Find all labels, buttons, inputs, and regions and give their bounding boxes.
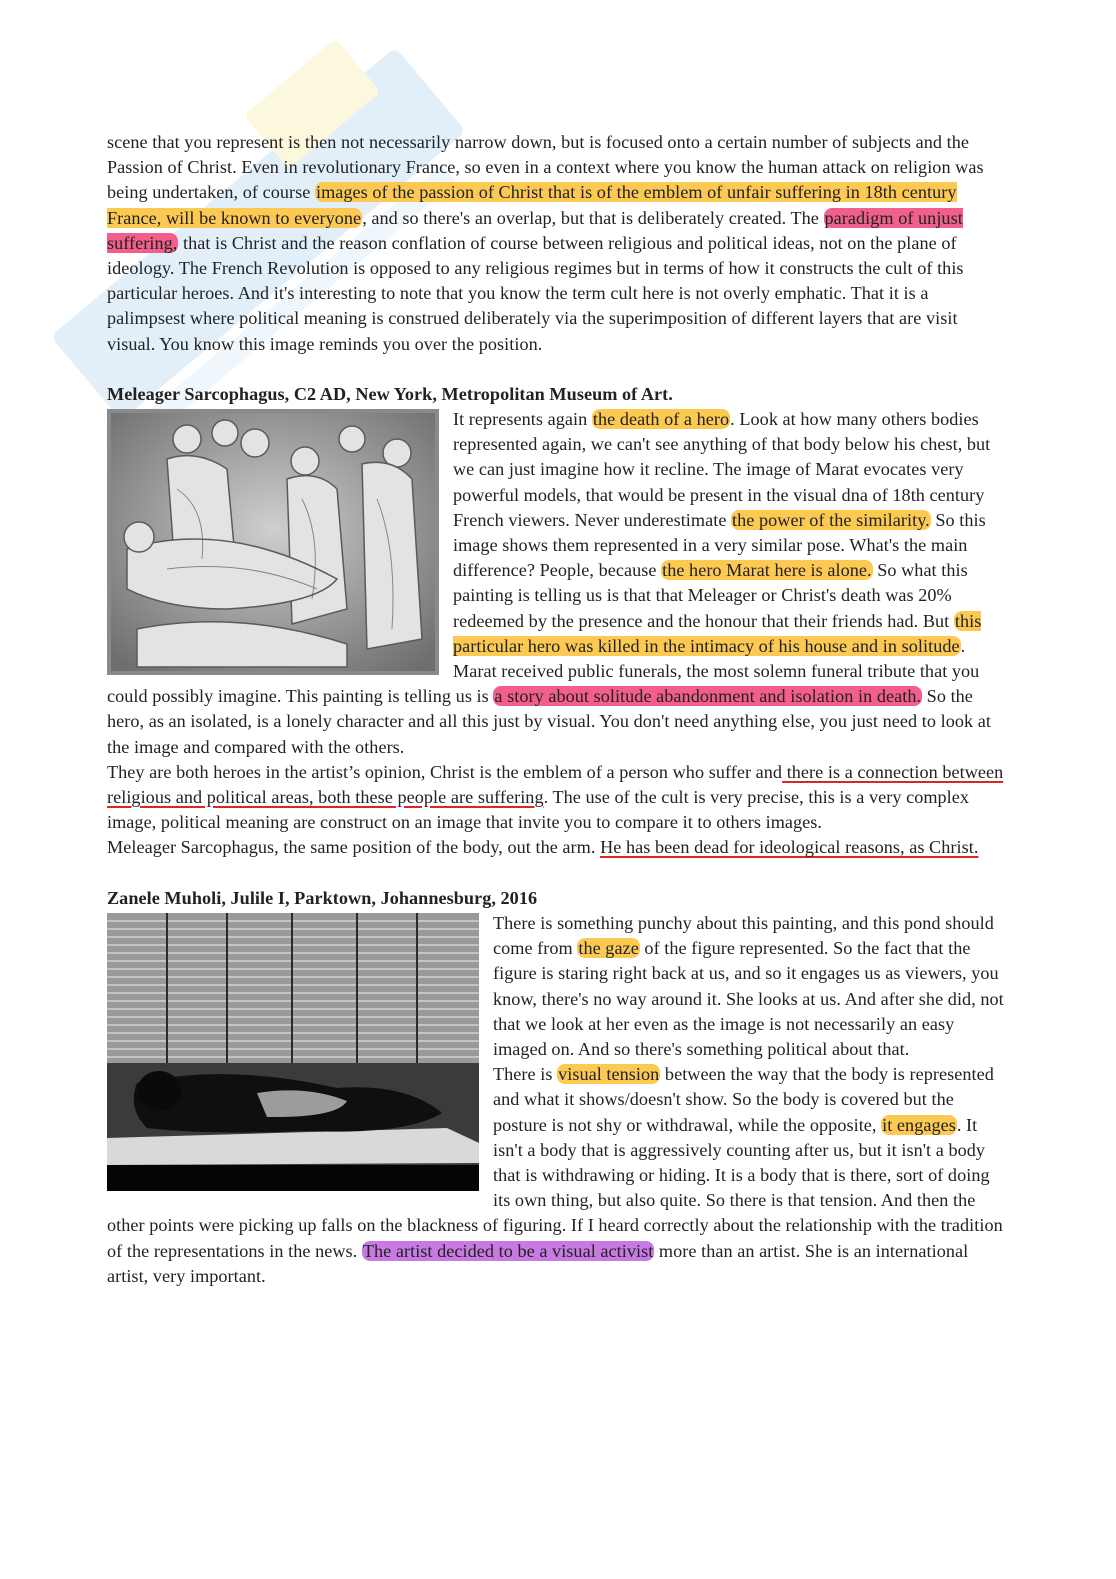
highlight-yellow: the death of a hero xyxy=(592,409,730,430)
position-paragraph: Meleager Sarcophagus, the same position of the body, out the arm. He has been dead for ideological reasons, as Christ. xyxy=(107,837,979,858)
muholi-photograph-image xyxy=(107,913,479,1191)
red-underline: He has been dead for ideological reasons, as Christ. xyxy=(600,837,979,858)
tension-paragraph: There is visual tension between the way that the body is represented and what it shows/doesn't show. So the body is covered but the posture is not shy or withdrawal, while the opposite, it engages. It isn't a body that is aggressively counting after us, but it isn't a body that is withdrawing or hiding. It is a body that is there, sort of doing its own thing, but also quite. So there is that tension. And then the other points were picking up falls on the blackness of figuring. If I heard correctly about the relationship with the tradition of the representations in the news. The artist decided to be a visual activist more than an artist. She is an international artist, very important. xyxy=(107,1064,1003,1286)
highlight-yellow: this particular hero was killed in the intimacy of his house and in solitude xyxy=(453,610,982,656)
highlight-yellow: it engages xyxy=(882,1114,956,1135)
highlight-pink: a story about solitude abandonment and isolation in death. xyxy=(494,686,922,707)
highlight-yellow: the gaze xyxy=(578,938,639,959)
meleager-paragraph: It represents again the death of a hero. Look at how many others bodies represented again, we can't see anything of that body below his chest, but we can just imagine how it recline. The image of Marat evocates very powerful models, that would be present in the visual dna of 18th century French viewers. Never underestimate the power of the similarity. So this image shows them represented in a very similar pose. What's the main difference? People, because the hero Marat here is alone. So what this painting is telling us is that that Meleager or Christ's death was 20% redeemed by the presence and the honour that their friends had. But this particular hero was killed in the intimacy of his house and in solitude. Marat received public funerals, the most solemn funeral tribute that you could possibly imagine. This painting is telling us is a story about solitude abandonment and isolation in death. So the hero, as an isolated, is a lonely character and all this just by visual. You don't need anything else, you just need to look at the image and compared with the others. xyxy=(107,409,991,757)
meleager-sarcophagus-image xyxy=(107,409,439,675)
comparison-paragraph: They are both heroes in the artist’s opinion, Christ is the emblem of a person who suffer and there is a connection between religious and political areas, both these people are suffering. The use of the cult is very precise, this is a very complex image, political meaning are construct on an image that invite you to compare it to others images. xyxy=(107,761,1004,833)
page-content xyxy=(107,130,1007,1289)
section-heading-meleager: Meleager Sarcophagus, C2 AD, New York, Metropolitan Museum of Art. xyxy=(107,383,673,404)
highlight-yellow: visual tension xyxy=(558,1064,660,1085)
highlight-yellow: the hero Marat here is alone. xyxy=(662,560,872,581)
red-underline: there is a connection between religious and political areas, both these people are suffering xyxy=(107,761,1004,808)
highlight-yellow: images of the passion of Christ that is of the emblem of unfair suffering in 18th century France, will be known to everyone xyxy=(107,182,957,228)
muholi-paragraph: There is something punchy about this painting, and this pond should come from the gaze of the figure represented. So the fact that the figure is staring right back at us, and so it engages us as viewers, you know, there's no way around it. She looks at us. And after she did, not that we look at her even as the image is not necessarily an easy imaged on. And so there's something political about that. xyxy=(493,912,1004,1059)
highlight-violet: The artist decided to be a visual activist xyxy=(362,1240,654,1261)
highlight-pink: paradigm of unjust suffering, xyxy=(107,207,963,253)
section-heading-muholi: Zanele Muholi, Julile I, Parktown, Johannesburg, 2016 xyxy=(107,887,538,908)
highlight-yellow: the power of the similarity. xyxy=(732,509,930,530)
intro-paragraph: scene that you represent is then not necessarily narrow down, but is focused onto a certain number of subjects and the Passion of Christ. Even in revolutionary France, so even in a context where you know the human attack on religion was being undertaken, of course images of the passion of Christ that is of the emblem of unfair suffering in 18th century France, will be known to everyone, and so there's an overlap, but that is deliberately created. The paradigm of unjust suffering, that is Christ and the reason conflation of course between religious and political ideas, not on the plane of ideology. The French Revolution is opposed to any religious regimes but in terms of how it constructs the cult of this particular heroes. And it's interesting to note that you know the term cult here is not overly emphatic. That it is a palimpsest where political meaning is construed deliberately via the superimposition of different layers that are visit visual. You know this image reminds you over the position. xyxy=(107,132,984,354)
